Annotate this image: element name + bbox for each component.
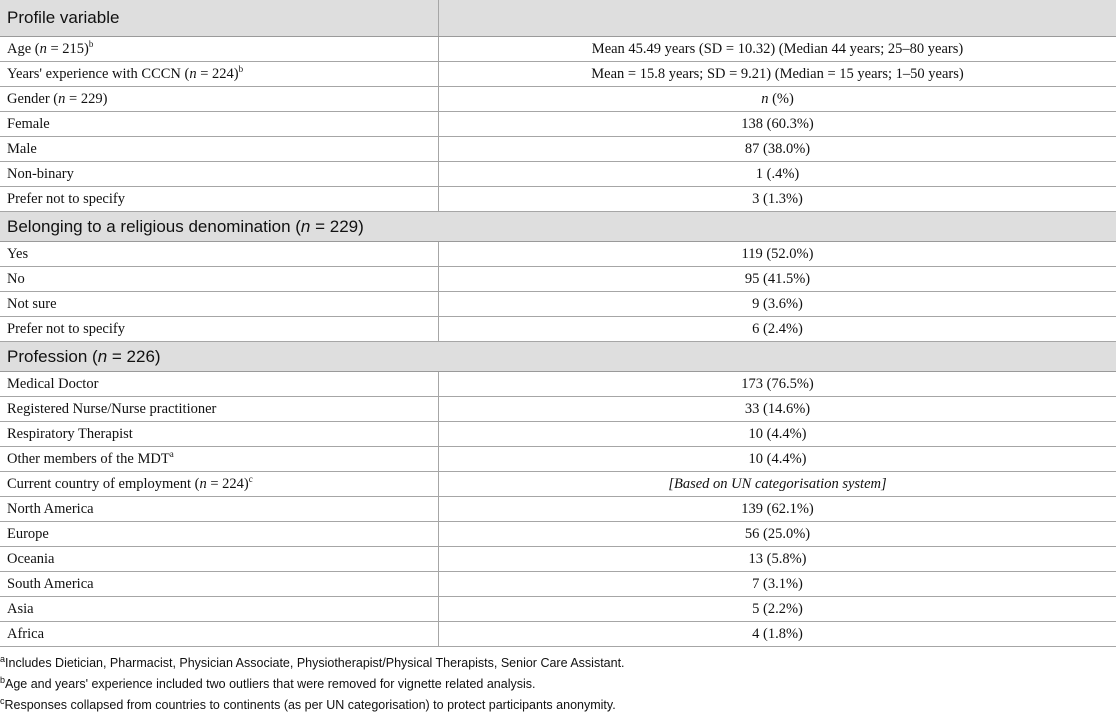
- table-row: [0, 37, 1116, 62]
- table-row: [0, 547, 1116, 572]
- row-label-north-america: North America: [0, 497, 439, 522]
- row-value-experience: Mean = 15.8 years; SD = 9.21) (Median = 15 years; 1–50 years): [439, 62, 1116, 87]
- table-row: [0, 597, 1116, 622]
- table-row: [0, 242, 1116, 267]
- row-value-respiratory: 10 (4.4%): [439, 422, 1116, 447]
- row-label-doctor: Medical Doctor: [0, 372, 439, 397]
- table-header-row: [0, 0, 1116, 37]
- row-value-nurse: 33 (14.6%): [439, 397, 1116, 422]
- section-blank: [439, 212, 1116, 242]
- row-value-doctor: 173 (76.5%): [439, 372, 1116, 397]
- table-row: [0, 372, 1116, 397]
- row-label-oceania: Oceania: [0, 547, 439, 572]
- row-label-gender: Gender (n = 229): [0, 87, 439, 112]
- table-row: [0, 497, 1116, 522]
- table-row: [0, 472, 1116, 497]
- table-row: [0, 447, 1116, 472]
- row-label-yes: Yes: [0, 242, 439, 267]
- row-label-country: Current country of employment (n = 224)$^c$: [0, 472, 439, 497]
- row-value-country: [Based on UN categorisation system]: [439, 472, 1116, 497]
- row-label-age: Age (n = 215)$^b$: [0, 37, 439, 62]
- row-label-religion-prefer: Prefer not to specify: [0, 317, 439, 342]
- row-value-female: 138 (60.3%): [439, 112, 1116, 137]
- row-value-no: 95 (41.5%): [439, 267, 1116, 292]
- table-row: [0, 572, 1116, 597]
- row-value-not-sure: 9 (3.6%): [439, 292, 1116, 317]
- row-value-gender: n (%): [439, 87, 1116, 112]
- row-label-mdt: Other members of the MDT$^a$: [0, 447, 439, 472]
- row-value-religion-prefer: 6 (2.4%): [439, 317, 1116, 342]
- row-value-age: Mean 45.49 years (SD = 10.32) (Median 44 years; 25–80 years): [439, 37, 1116, 62]
- table-row: [0, 112, 1116, 137]
- table-row: [0, 292, 1116, 317]
- row-value-oceania: 13 (5.8%): [439, 547, 1116, 572]
- row-value-africa: 4 (1.8%): [439, 622, 1116, 647]
- footnotes: [0, 653, 1116, 716]
- header-profile-variable: Profile variable: [0, 0, 439, 37]
- table-row: [0, 317, 1116, 342]
- row-label-gender-prefer: Prefer not to specify: [0, 187, 439, 212]
- table-row: [0, 522, 1116, 547]
- row-label-male: Male: [0, 137, 439, 162]
- table-row: [0, 397, 1116, 422]
- row-value-male: 87 (38.0%): [439, 137, 1116, 162]
- row-value-europe: 56 (25.0%): [439, 522, 1116, 547]
- table-row: [0, 62, 1116, 87]
- footnote-b: $^b$Age and years' experience included two outliers that were removed for vignette related analysis.: [0, 674, 536, 691]
- row-label-nurse: Registered Nurse/Nurse practitioner: [0, 397, 439, 422]
- row-label-nonbinary: Non-binary: [0, 162, 439, 187]
- row-value-gender-prefer: 3 (1.3%): [439, 187, 1116, 212]
- row-label-respiratory: Respiratory Therapist: [0, 422, 439, 447]
- section-header-religion: [0, 212, 1116, 242]
- row-label-europe: Europe: [0, 522, 439, 547]
- row-value-asia: 5 (2.2%): [439, 597, 1116, 622]
- table-row: [0, 267, 1116, 292]
- row-label-no: No: [0, 267, 439, 292]
- table-row: [0, 87, 1116, 112]
- row-label-asia: Asia: [0, 597, 439, 622]
- section-label-profession: Profession (n = 226): [0, 342, 439, 372]
- row-label-africa: Africa: [0, 622, 439, 647]
- row-value-mdt: 10 (4.4%): [439, 447, 1116, 472]
- footnote-a: $^a$Includes Dietician, Pharmacist, Physician Associate, Physiotherapist/Physical Therapists, Senior Care Assistant.: [0, 653, 625, 670]
- table-row: [0, 137, 1116, 162]
- row-label-female: Female: [0, 112, 439, 137]
- row-value-nonbinary: 1 (.4%): [439, 162, 1116, 187]
- row-label-experience: Years' experience with CCCN (n = 224)$^b$: [0, 62, 439, 87]
- row-value-yes: 119 (52.0%): [439, 242, 1116, 267]
- table-row: [0, 622, 1116, 647]
- header-blank: [439, 0, 1116, 37]
- row-value-south-america: 7 (3.1%): [439, 572, 1116, 597]
- row-label-south-america: South America: [0, 572, 439, 597]
- table-row: [0, 187, 1116, 212]
- section-blank: [439, 342, 1116, 372]
- row-value-north-america: 139 (62.1%): [439, 497, 1116, 522]
- section-label-religion: Belonging to a religious denomination (n = 229): [0, 212, 439, 242]
- section-header-profession: [0, 342, 1116, 372]
- table-row: [0, 162, 1116, 187]
- footnote-c: $^c$Responses collapsed from countries to continents (as per UN categorisation) to protect participants anonymity.: [0, 695, 616, 712]
- table-row: [0, 422, 1116, 447]
- row-label-not-sure: Not sure: [0, 292, 439, 317]
